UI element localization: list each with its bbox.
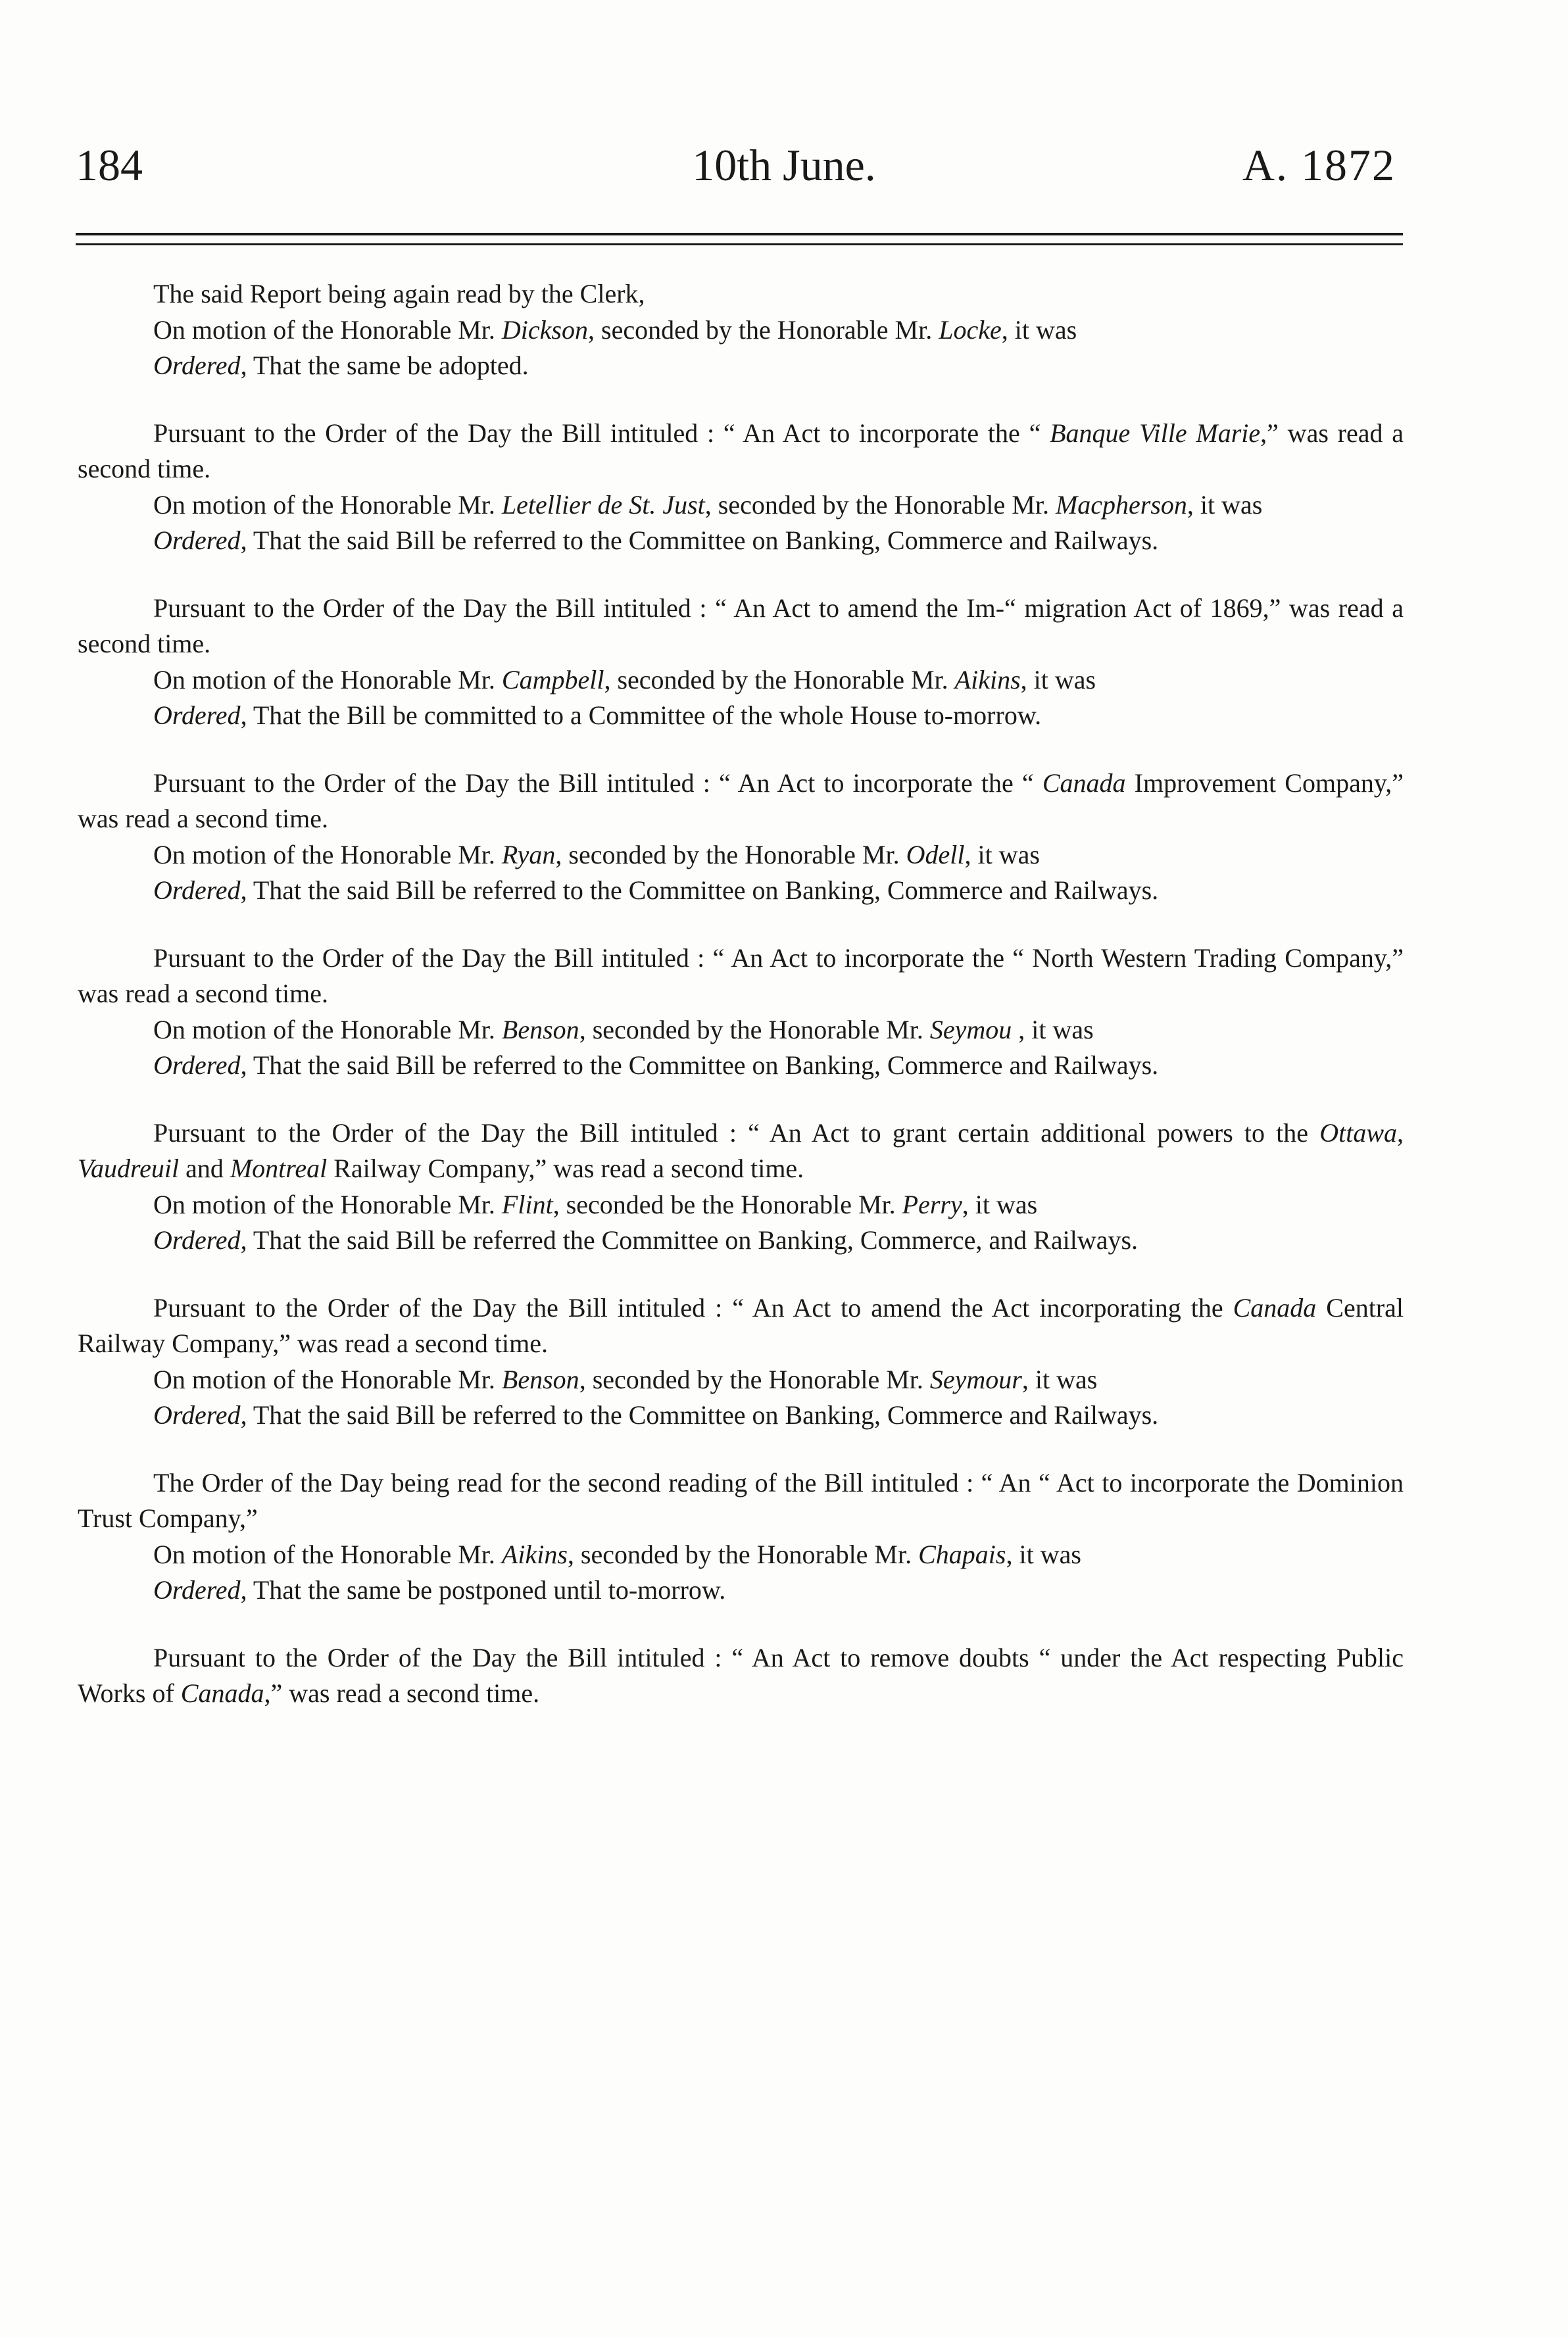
bill-name: Banque Ville Marie — [1050, 418, 1261, 448]
entry-lead-text: Pursuant to the Order of the Day the Bill intituled : “ An Act to incorporate the “ — [153, 767, 1042, 798]
motion-text: , it was — [1012, 1014, 1094, 1044]
motion-text: On motion of the Honorable Mr. — [153, 1364, 502, 1394]
place-name: Montreal — [230, 1154, 328, 1183]
order-line — [78, 1223, 1404, 1259]
motion-line — [78, 1012, 1404, 1048]
entry-lead — [78, 1115, 1404, 1187]
mover-name: Campbell — [501, 664, 604, 694]
motion-line — [78, 662, 1404, 698]
motion-text: On motion of the Honorable Mr. — [153, 664, 502, 694]
ordered-label: Ordered — [153, 1225, 241, 1255]
ordered-label: Ordered — [153, 875, 241, 905]
place-name: Ottawa — [1319, 1117, 1397, 1148]
mover-name: Benson — [501, 1364, 579, 1394]
order-line — [78, 348, 1404, 384]
motion-text: , seconded by the Honorable Mr. — [567, 1539, 919, 1569]
order-line — [78, 698, 1404, 734]
motion-text: On motion of the Honorable Mr. — [153, 314, 502, 345]
header-year: A. 1872 — [1242, 140, 1396, 190]
entry-lead-text: The Order of the Day being read for the second reading of the Bill intituled : “ An “ Act to incorporate the Dominion Trust Company,” — [78, 1467, 1404, 1533]
entry-lead — [78, 276, 1404, 312]
entry-lead-text: Pursuant to the Order of the Day the Bill intituled : “ An Act to incorporate the “ — [153, 418, 1050, 448]
motion-text: , it was — [1187, 489, 1263, 520]
place-name: Canada — [1233, 1292, 1317, 1323]
seconder-name: Seymour — [929, 1364, 1022, 1394]
entry-lead-text: and — [179, 1154, 230, 1183]
motion-line — [78, 312, 1404, 349]
entry-lead — [78, 591, 1404, 662]
motion-text: , seconded be the Honorable Mr. — [552, 1189, 902, 1219]
journal-entry-north-western-trading — [78, 940, 1404, 1084]
motion-text: On motion of the Honorable Mr. — [153, 1014, 502, 1044]
bill-name: Canada — [1042, 767, 1126, 798]
seconder-name: Perry — [902, 1189, 962, 1219]
order-line — [78, 1398, 1404, 1434]
mover-name: Letellier de St. Just — [501, 489, 705, 520]
page-body — [78, 276, 1404, 1712]
order-text: , That the same be postponed until to-morrow. — [240, 1575, 726, 1605]
entry-lead-text: Pursuant to the Order of the Day the Bill intituled : “ An Act to amend the Act incorporating the — [153, 1292, 1233, 1323]
seconder-name: Chapais — [918, 1539, 1006, 1569]
journal-entry-banque-ville-marie — [78, 416, 1404, 559]
order-line — [78, 1572, 1404, 1609]
motion-text: , it was — [964, 839, 1040, 869]
mover-name: Aikins — [501, 1539, 568, 1569]
header-date: 10th June. — [692, 140, 876, 190]
entry-lead-text: The said Report being again read by the Clerk, — [153, 279, 645, 308]
entry-lead — [78, 1640, 1404, 1712]
order-text: , That the said Bill be referred to the Committee on Banking, Commerce and Railways. — [240, 875, 1159, 905]
order-text: , That the Bill be committed to a Committee of the whole House to-morrow. — [240, 700, 1042, 730]
order-text: , That the same be adopted. — [240, 351, 529, 380]
seconder-name: Aikins — [954, 664, 1021, 694]
journal-entry-report-adoption — [78, 276, 1404, 384]
entry-lead — [78, 416, 1404, 487]
mover-name: Dickson — [501, 314, 588, 345]
entry-lead-text: Improvement Company,” was read a second time. — [78, 767, 1404, 833]
ordered-label: Ordered — [153, 1050, 241, 1080]
motion-text: , seconded by the Honorable Mr. — [579, 1364, 930, 1394]
order-line — [78, 873, 1404, 909]
motion-text: On motion of the Honorable Mr. — [153, 489, 502, 520]
motion-text: , seconded by the Honorable Mr. — [704, 489, 1056, 520]
motion-line — [78, 1362, 1404, 1398]
entry-lead-text: ,” was read a second time. — [78, 418, 1404, 483]
entry-lead-text: Central Railway Company,” was read a second time. — [78, 1292, 1404, 1358]
motion-text: , seconded by the Honorable Mr. — [555, 839, 906, 869]
order-line — [78, 523, 1404, 559]
motion-text: , seconded by the Honorable Mr. — [579, 1014, 930, 1044]
page-number: 184 — [76, 140, 143, 190]
journal-entry-canada-improvement — [78, 766, 1404, 909]
journal-entry-dominion-trust — [78, 1465, 1404, 1609]
header-rule-bottom — [76, 243, 1403, 245]
order-text: , That the said Bill be referred to the Committee on Banking, Commerce and Railways. — [240, 1050, 1159, 1080]
mover-name: Flint — [501, 1189, 553, 1219]
motion-text: , it was — [1021, 1364, 1098, 1394]
ordered-label: Ordered — [153, 1575, 241, 1605]
entry-lead-text: ,” was read a second time. — [264, 1678, 540, 1708]
journal-entry-immigration-act — [78, 591, 1404, 734]
mover-name: Benson — [501, 1014, 579, 1044]
motion-text: , it was — [1020, 664, 1096, 694]
journal-entry-canada-central-railway — [78, 1290, 1404, 1434]
ordered-label: Ordered — [153, 700, 241, 730]
motion-text: , it was — [1001, 314, 1077, 345]
entry-lead — [78, 1290, 1404, 1362]
seconder-name: Macpherson — [1055, 489, 1187, 520]
motion-line — [78, 837, 1404, 873]
motion-text: , it was — [1006, 1539, 1081, 1569]
motion-line — [78, 487, 1404, 524]
seconder-name: Seymou — [929, 1014, 1012, 1044]
header-rule-top — [76, 233, 1403, 235]
ordered-label: Ordered — [153, 525, 241, 555]
journal-entry-ottawa-railway — [78, 1115, 1404, 1259]
seconder-name: Locke — [939, 314, 1002, 345]
motion-text: On motion of the Honorable Mr. — [153, 1539, 502, 1569]
entry-lead-text: Railway Company,” was read a second time. — [327, 1154, 804, 1183]
motion-text: , seconded by the Honorable Mr. — [588, 314, 939, 345]
seconder-name: Odell — [906, 839, 965, 869]
entry-lead-text: Pursuant to the Order of the Day the Bill intituled : “ An Act to grant certain additional powers to the — [153, 1117, 1320, 1148]
entry-lead-text: Pursuant to the Order of the Day the Bill intituled : “ An Act to remove doubts “ under the Act respecting Public Works of — [78, 1642, 1404, 1708]
order-text: , That the said Bill be referred to the Committee on Banking, Commerce and Railways. — [240, 1400, 1159, 1430]
motion-text: , seconded by the Honorable Mr. — [604, 664, 955, 694]
entry-lead-text: Pursuant to the Order of the Day the Bill intituled : “ An Act to amend the Im-“ migration Act of 1869,” was read a second time. — [78, 593, 1404, 658]
motion-text: , it was — [962, 1189, 1038, 1219]
entry-lead-text: Pursuant to the Order of the Day the Bill intituled : “ An Act to incorporate the “ North Western Trading Company,” was read a second time. — [78, 942, 1404, 1008]
order-text: , That the said Bill be referred the Committee on Banking, Commerce, and Railways. — [240, 1225, 1139, 1255]
page-header — [0, 139, 1568, 205]
ordered-label: Ordered — [153, 351, 241, 380]
entry-lead — [78, 940, 1404, 1012]
entry-lead-text: , — [1397, 1117, 1404, 1148]
motion-text: On motion of the Honorable Mr. — [153, 839, 502, 869]
place-name: Canada — [180, 1678, 264, 1708]
ordered-label: Ordered — [153, 1400, 241, 1430]
place-name: Vaudreuil — [78, 1154, 180, 1183]
order-text: , That the said Bill be referred to the Committee on Banking, Commerce and Railways. — [240, 525, 1159, 555]
motion-text: On motion of the Honorable Mr. — [153, 1189, 502, 1219]
journal-entry-public-works — [78, 1640, 1404, 1712]
mover-name: Ryan — [501, 839, 556, 869]
entry-lead — [78, 1465, 1404, 1537]
order-line — [78, 1048, 1404, 1084]
motion-line — [78, 1187, 1404, 1223]
entry-lead — [78, 766, 1404, 837]
motion-line — [78, 1537, 1404, 1573]
